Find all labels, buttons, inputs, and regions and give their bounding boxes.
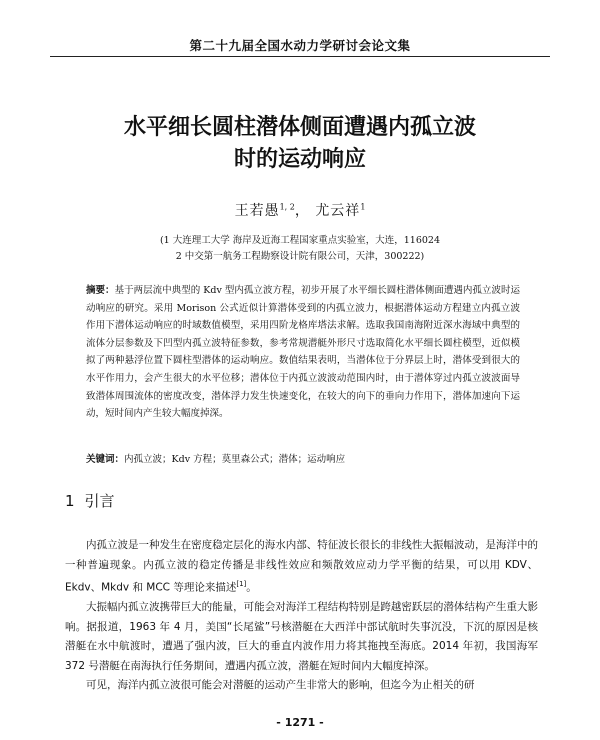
- body-text: [65, 536, 538, 696]
- author-1: 王若愚: [234, 203, 280, 219]
- body-paragraph-2: 大振幅内孤立波携带巨大的能量，可能会对海洋工程结构特别是跨越密跃层的潜体结构产生重大影响。据报道，1963 年 4 月，美国“长尾鲨”号核潜艇在大西洋中部试航时失事沉没，下沉的原因是核潜艇在水中航渡时，遭遇了强内波，巨大的垂直内波作用力将其拖拽至海底。2014 年初，我国海军 372 号潜艇在南海执行任务期间，遭遇内孤立波，潜艇在短时间内大幅度掉深。: [65, 601, 538, 672]
- author-2: 尤云祥: [315, 203, 361, 219]
- author-separator: ，: [294, 203, 316, 219]
- section-number: 1: [65, 492, 75, 510]
- page-number: - 1271 -: [276, 716, 324, 729]
- abstract: [86, 282, 520, 423]
- body-paragraph-1-end: 。: [246, 581, 257, 594]
- body-paragraph-3: 可见，海洋内孤立波很可能会对潜艇的运动产生非常大的影响，但迄今为止相关的研: [86, 679, 475, 691]
- affiliation-2: 2 中交第一航务工程勘察设计院有限公司，天津，300222): [175, 251, 425, 262]
- keywords-text: 内孤立波；Kdv 方程；莫里森公式；潜体；运动响应: [124, 454, 346, 465]
- affiliation-1: (1 大连理工大学 海岸及近海工程国家重点实验室，大连，116024: [159, 235, 441, 246]
- section-title: 引言: [84, 492, 115, 510]
- paper-title-line-2: 时的运动响应: [233, 147, 366, 172]
- author-1-affil-marker: 1, 2: [279, 202, 295, 212]
- section-heading: [65, 490, 115, 511]
- author-2-affil-marker: 1: [360, 202, 366, 212]
- keywords-label: 关键词：: [86, 454, 125, 465]
- running-header: 第二十九届全国水动力学研讨会论文集: [189, 38, 411, 53]
- header-rule: [50, 56, 550, 57]
- paper-title-line-1: 水平细长圆柱潜体侧面遭遇内孤立波: [123, 115, 476, 140]
- keywords: [86, 452, 520, 468]
- authors: [0, 200, 600, 220]
- citation-marker: [1]: [236, 580, 247, 588]
- body-paragraph-1: [65, 536, 538, 598]
- body-paragraph-1-text: 内孤立波是一种发生在密度稳定层化的海水内部、特征波长很长的非线性大振幅波动，是海洋中的一种普遍现象。内孤立波的稳定传播是非线性效应和频散效应动力学平衡的结果，可以用 KDV、Ekdv、Mkdv 和 MCC 等理论来描述: [65, 539, 538, 594]
- paper-title: [0, 112, 600, 176]
- abstract-text: 基于两层流中典型的 Kdv 型内孤立波方程，初步开展了水平细长圆柱潜体侧面遭遇内孤立波时运动响应的研究。采用 Morison 公式近似计算潜体受到的内孤立波力，根据潜体运动方程建立内孤立波作用下潜体运动响应的时域数值模型，采用四阶龙格库塔法求解。选取我国南海附近深水海域中典型的流体分层参数及下凹型内孤立波特征参数，参考常规潜艇外形尺寸选取简化水平细长圆柱模型，近似模拟了两种悬浮位置下圆柱型潜体的运动响应。数值结果表明，当潜体位于分界层上时，潜体受到很大的水平作用力，会产生很大的水平位移；潜体位于内孤立波波动范围内时，由于潜体穿过内孤立波波面导致潜体周围流体的密度改变，潜体浮力发生快速变化，在较大的向下的垂向力作用下，潜体加速向下运动，短时间内产生较大幅度掉深。: [86, 285, 520, 420]
- abstract-label: 摘要：: [86, 285, 115, 296]
